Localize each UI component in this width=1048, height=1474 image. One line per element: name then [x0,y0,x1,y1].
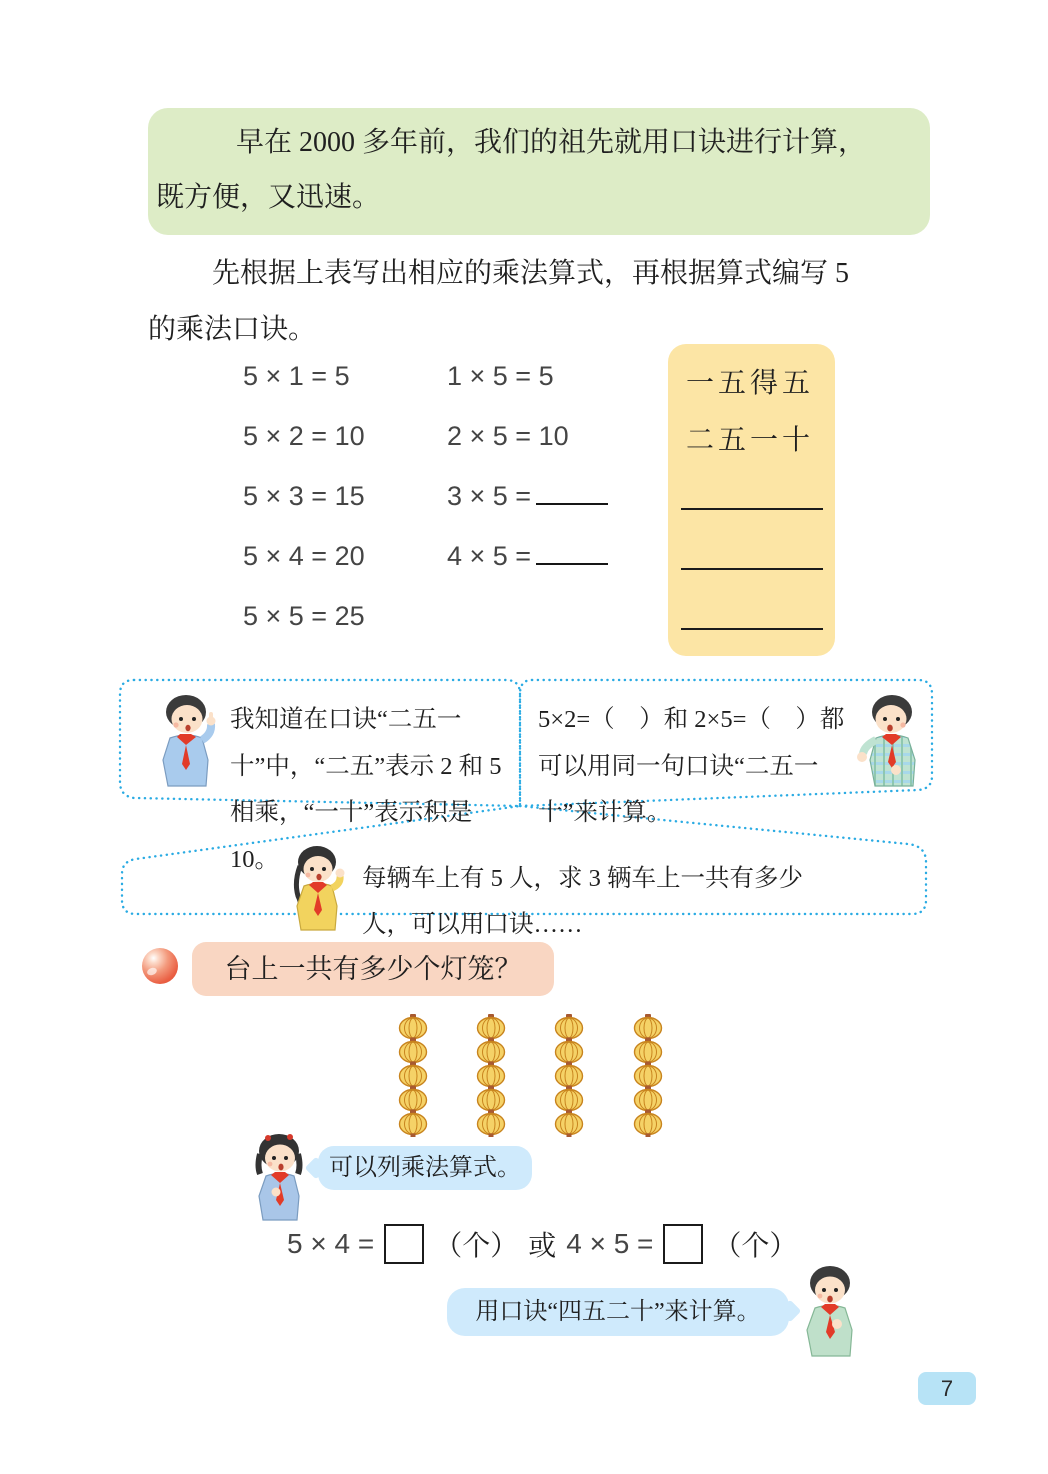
instruction-paragraph [148,246,940,358]
page-number-badge: 7 [918,1372,976,1405]
rhyme-blank-line[interactable] [681,508,823,510]
equation: 5 × 1 = 5 [243,361,350,391]
answer-line [287,1222,797,1266]
answer-unit1: （个） [434,1231,519,1262]
intro-line1: 早在 2000 多年前，我们的祖先就用口诀进行计算， [236,127,867,158]
answer-eq1: 5 × 4 = [287,1228,375,1259]
answer-eq2: 4 × 5 = [566,1228,654,1259]
dialog-boy-right-text: 5×2=（ ）和 2×5=（ ）都可以用同一句口诀“二五一十”来计算。 [538,706,845,826]
answer-box[interactable] [384,1224,424,1264]
girl-hint-bubble: 可以列乘法算式。 [318,1146,532,1190]
equation: 5 × 4 = 20 [243,541,365,571]
equation-with-blank [447,466,608,526]
equation: 3 × 5 = [447,481,532,511]
boy-hint-bubble: 用口诀“四五二十”来计算。 [447,1288,789,1336]
task-question-box: 台上一共有多少个灯笼？ [192,942,554,996]
equation: 5 × 2 = 10 [243,421,365,451]
lantern-string [396,1014,430,1140]
equation: 2 × 5 = 10 [447,421,569,451]
equation: 5 × 3 = 15 [243,481,365,511]
answer-blank-line[interactable] [536,557,608,565]
equation-column-left [243,346,365,646]
rhyme-line2: 二五一十 [686,425,815,456]
girl-avatar-pigtails [284,842,350,934]
rhyme-blank-line[interactable] [681,628,823,630]
multiplication-rhyme-box [668,344,835,656]
lantern-string [631,1014,665,1140]
lantern-string [552,1014,586,1140]
dialog-boy-left-text: 我知道在口诀“二五一十”中，“二五”表示 2 和 5 相乘，“一十”表示积是 10。 [230,706,502,873]
intro-highlight-box [148,108,930,235]
lantern-string [474,1014,508,1140]
instruction-line1: 先根据上表写出相应的乘法算式，再根据算式编写 5 [212,258,850,289]
task-bullet-ball [142,948,178,984]
equation-with-blank [447,526,608,586]
rhyme-blank-line[interactable] [681,568,823,570]
boy-avatar-blue [150,690,222,790]
answer-blank-line[interactable] [536,497,608,505]
answer-unit2: （个） [713,1231,798,1262]
answer-box[interactable] [663,1224,703,1264]
rhyme-line1: 一五得五 [686,368,815,399]
equation: 5 × 5 = 25 [243,601,365,631]
equation: 4 × 5 = [447,541,532,571]
equation: 1 × 5 = 5 [447,361,554,391]
boy-avatar-plaid [856,690,928,790]
equation-column-right [447,346,608,586]
dialog-girl-text: 每辆车上有 5 人，求 3 辆车上一共有多少人，可以用口诀…… [362,865,803,938]
instruction-line2: 的乘法口诀。 [148,314,317,345]
girl-avatar-bob [246,1130,312,1224]
intro-line2: 既方便，又迅速。 [156,182,381,213]
boy-avatar-green [795,1262,865,1360]
answer-or: 或 [528,1231,557,1262]
